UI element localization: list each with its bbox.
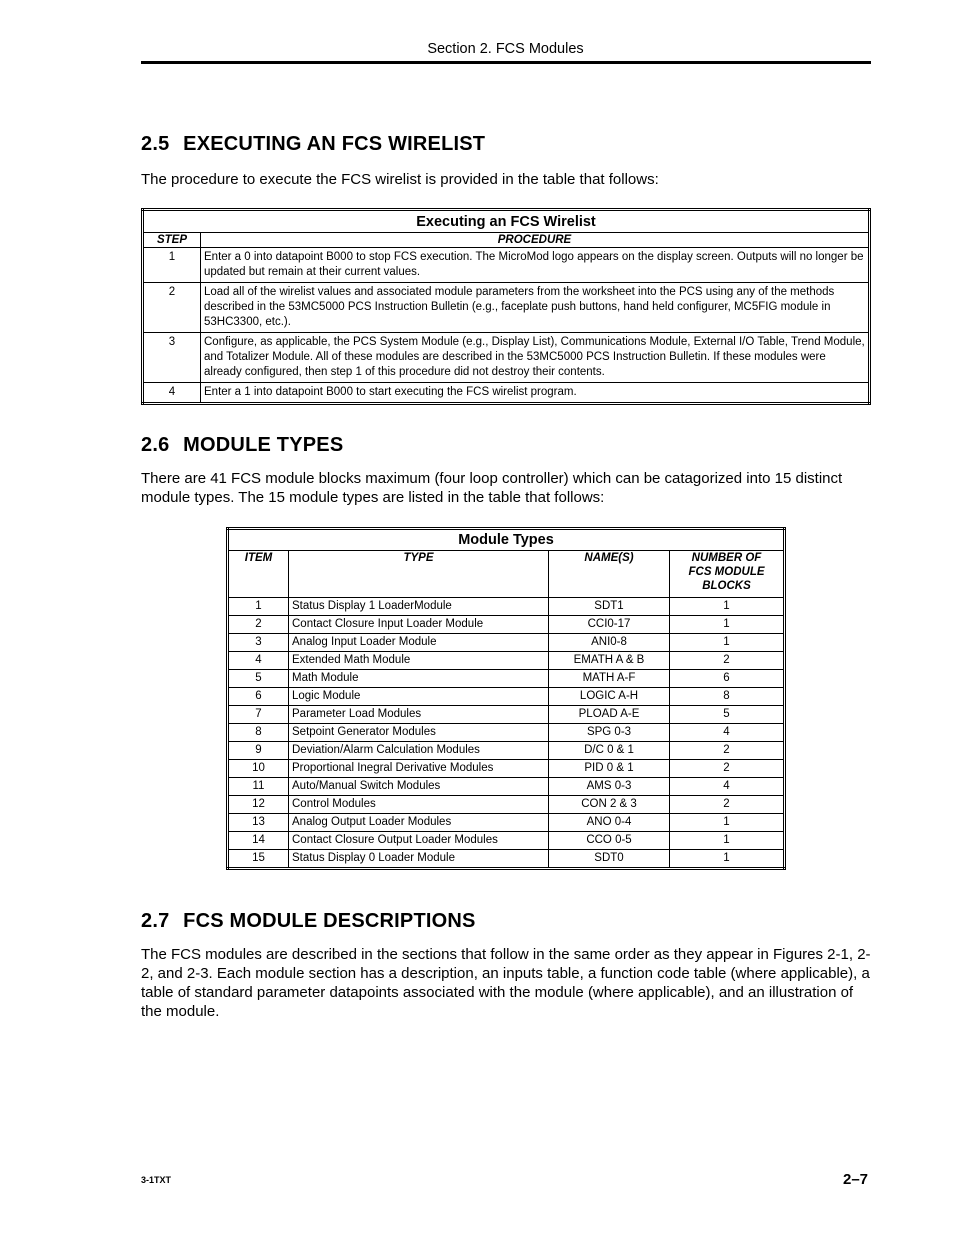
names-cell: CCI0-17 (549, 616, 670, 634)
blocks-cell: 1 (670, 814, 785, 832)
page-number: 2–7 (843, 1171, 869, 1188)
table-row (143, 283, 870, 333)
type-cell: Proportional Inegral Derivative Modules (289, 760, 549, 778)
module-types-table (226, 527, 786, 870)
section-2-5-heading (141, 133, 485, 156)
names-cell: CON 2 & 3 (549, 796, 670, 814)
blocks-cell: 1 (670, 598, 785, 616)
section-2-5-intro: The procedure to execute the FCS wirelist is provided in the table that follows: (141, 171, 659, 188)
table-row (228, 850, 785, 869)
type-cell: Setpoint Generator Modules (289, 724, 549, 742)
type-cell: Control Modules (289, 796, 549, 814)
col-header-procedure: PROCEDURE (201, 233, 870, 248)
type-cell: Contact Closure Input Loader Module (289, 616, 549, 634)
names-cell: MATH A-F (549, 670, 670, 688)
wirelist-procedure-table (141, 208, 871, 405)
table-row (228, 670, 785, 688)
names-cell: EMATH A & B (549, 652, 670, 670)
names-cell: AMS 0-3 (549, 778, 670, 796)
header-rule (141, 61, 871, 64)
item-cell: 12 (228, 796, 289, 814)
table-row (143, 333, 870, 383)
table-row (228, 634, 785, 652)
table-row (228, 616, 785, 634)
col-header-item: ITEM (228, 551, 289, 598)
item-cell: 6 (228, 688, 289, 706)
table-title-row (228, 529, 785, 551)
col-header-type: TYPE (289, 551, 549, 598)
section-number: 2.7 (141, 910, 170, 932)
procedure-text: Enter a 0 into datapoint B000 to stop FCS execution. The MicroMod logo appears on the display screen. Outputs will no longer be updated but remain at their current values. (201, 248, 870, 283)
item-cell: 8 (228, 724, 289, 742)
table-row (228, 778, 785, 796)
item-cell: 7 (228, 706, 289, 724)
blocks-cell: 6 (670, 670, 785, 688)
names-cell: ANI0-8 (549, 634, 670, 652)
step-number: 1 (143, 248, 201, 283)
item-cell: 9 (228, 742, 289, 760)
type-cell: Extended Math Module (289, 652, 549, 670)
item-cell: 15 (228, 850, 289, 869)
names-cell: LOGIC A-H (549, 688, 670, 706)
item-cell: 3 (228, 634, 289, 652)
step-number: 3 (143, 333, 201, 383)
table-row (228, 796, 785, 814)
procedure-text: Enter a 1 into datapoint B000 to start executing the FCS wirelist program. (201, 383, 870, 404)
table-title: Executing an FCS Wirelist (143, 210, 870, 233)
type-cell: Status Display 0 Loader Module (289, 850, 549, 869)
table-row (228, 760, 785, 778)
section-2-7-heading (141, 910, 476, 933)
item-cell: 4 (228, 652, 289, 670)
table-row (228, 598, 785, 616)
names-cell: SPG 0-3 (549, 724, 670, 742)
section-2-7-intro: The FCS modules are described in the sections that follow in the same order as they appear in Figures 2-1, 2-2, and 2-3. Each module section has a description, an inputs table, a function code table (where applicable), a table of standard parameter datapoints associated with the module (where applicable), and an illustration of the module. (141, 946, 871, 1020)
type-cell: Logic Module (289, 688, 549, 706)
blocks-cell: 1 (670, 832, 785, 850)
table-title: Module Types (228, 529, 785, 551)
type-cell: Math Module (289, 670, 549, 688)
names-cell: CCO 0-5 (549, 832, 670, 850)
type-cell: Analog Output Loader Modules (289, 814, 549, 832)
type-cell: Parameter Load Modules (289, 706, 549, 724)
item-cell: 10 (228, 760, 289, 778)
section-title: FCS MODULE DESCRIPTIONS (183, 910, 476, 932)
blocks-cell: 4 (670, 724, 785, 742)
table-row (228, 688, 785, 706)
names-cell: SDT1 (549, 598, 670, 616)
table-row (228, 742, 785, 760)
item-cell: 11 (228, 778, 289, 796)
procedure-text: Configure, as applicable, the PCS System Module (e.g., Display List), Communications Module, External I/O Table, Trend Module, and Totalizer Module. All of these modules are described in the 53MC5000 PCS Instruction Bulletin. If these modules were already configured, then step 1 of this procedure did not destroy their contents. (201, 333, 870, 383)
type-cell: Analog Input Loader Module (289, 634, 549, 652)
type-cell: Deviation/Alarm Calculation Modules (289, 742, 549, 760)
blocks-cell: 4 (670, 778, 785, 796)
item-cell: 1 (228, 598, 289, 616)
document-id: 3-1TXT (141, 1175, 172, 1185)
item-cell: 14 (228, 832, 289, 850)
type-cell: Auto/Manual Switch Modules (289, 778, 549, 796)
blocks-cell: 5 (670, 706, 785, 724)
table-row (143, 248, 870, 283)
table-title-row (143, 210, 870, 233)
step-number: 2 (143, 283, 201, 333)
col-header-blocks: NUMBER OF FCS MODULE BLOCKS (670, 551, 785, 598)
section-number: 2.5 (141, 133, 170, 155)
blocks-cell: 2 (670, 796, 785, 814)
blocks-cell: 1 (670, 616, 785, 634)
section-title: EXECUTING AN FCS WIRELIST (183, 133, 486, 155)
table-row (228, 724, 785, 742)
section-number: 2.6 (141, 434, 170, 456)
blocks-cell: 1 (670, 634, 785, 652)
names-cell: PID 0 & 1 (549, 760, 670, 778)
section-2-6-intro: There are 41 FCS module blocks maximum (four loop controller) which can be catagorized into 15 distinct module types. The 15 module types are listed in the table that follows: (141, 470, 843, 506)
section-title: MODULE TYPES (183, 434, 344, 456)
table-row (228, 814, 785, 832)
names-cell: D/C 0 & 1 (549, 742, 670, 760)
blocks-cell: 2 (670, 652, 785, 670)
blocks-cell: 2 (670, 760, 785, 778)
table-row (228, 832, 785, 850)
table-row (228, 706, 785, 724)
type-cell: Contact Closure Output Loader Modules (289, 832, 549, 850)
names-cell: ANO 0-4 (549, 814, 670, 832)
names-cell: SDT0 (549, 850, 670, 869)
type-cell: Status Display 1 LoaderModule (289, 598, 549, 616)
item-cell: 5 (228, 670, 289, 688)
item-cell: 13 (228, 814, 289, 832)
col-header-names: NAME(S) (549, 551, 670, 598)
blocks-cell: 1 (670, 850, 785, 869)
running-header: Section 2. FCS Modules (427, 41, 584, 57)
item-cell: 2 (228, 616, 289, 634)
col-header-step: STEP (143, 233, 201, 248)
table-row (143, 383, 870, 404)
table-header-row (143, 233, 870, 248)
blocks-cell: 2 (670, 742, 785, 760)
section-2-6-heading (141, 434, 343, 457)
blocks-cell: 8 (670, 688, 785, 706)
table-row (228, 652, 785, 670)
names-cell: PLOAD A-E (549, 706, 670, 724)
table-header-row (228, 551, 785, 598)
step-number: 4 (143, 383, 201, 404)
procedure-text: Load all of the wirelist values and associated module parameters from the worksheet into the PCS using any of the methods described in the 53MC5000 PCS Instruction Bulletin (e.g., faceplate push buttons, hand held configurer, MC5FIG module in 53HC3300, etc.). (201, 283, 870, 333)
